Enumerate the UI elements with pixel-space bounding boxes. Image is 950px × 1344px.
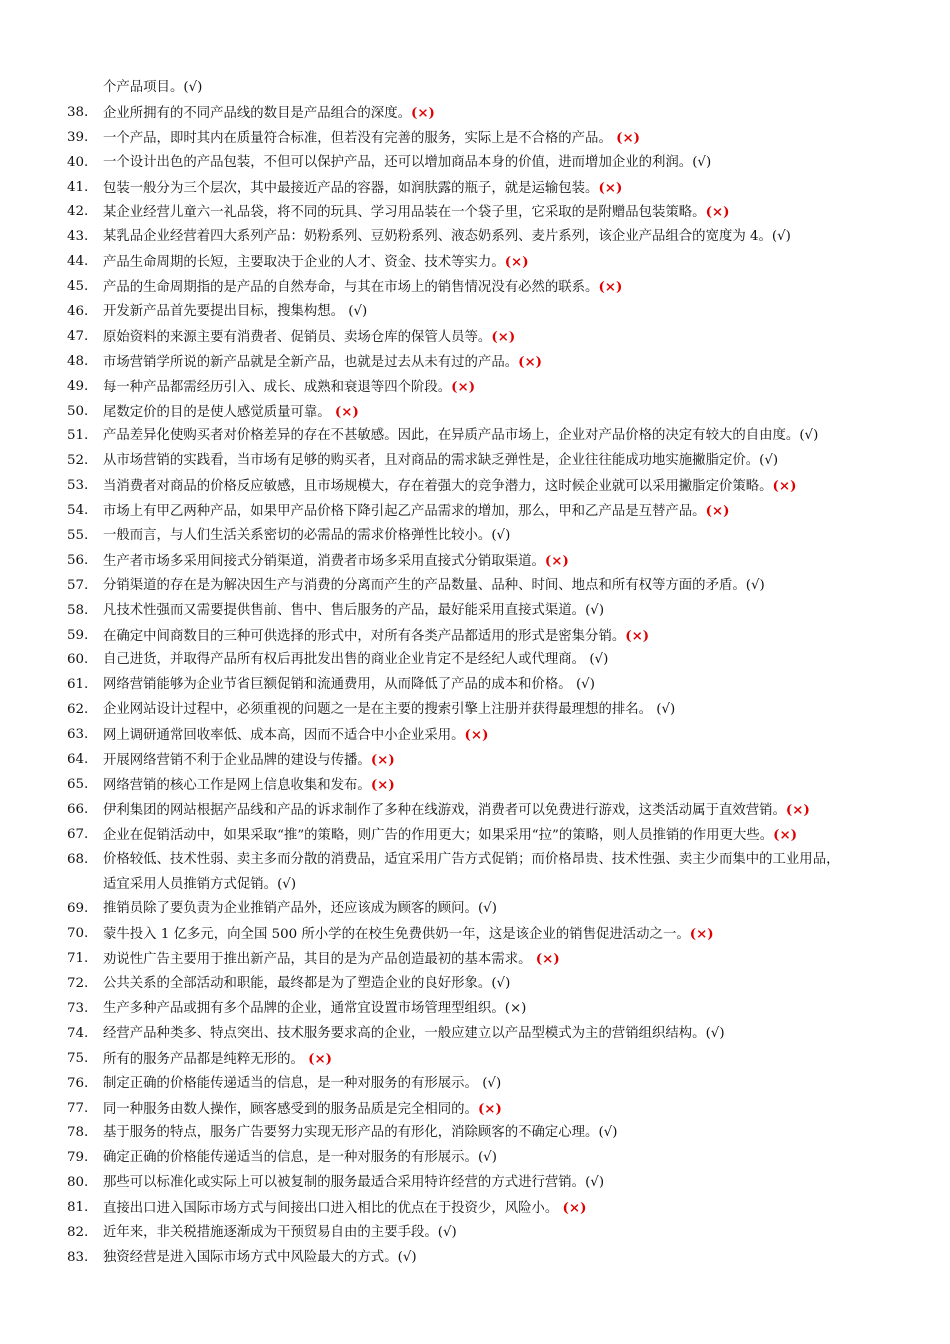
item-number: 41. xyxy=(67,179,89,195)
answer-mark: (√) xyxy=(183,80,203,95)
item-text-wrap xyxy=(103,599,604,624)
answer-mark: (×) xyxy=(535,951,560,968)
item-statement: 所有的服务产品都是纯粹无形的。 xyxy=(103,1051,309,1067)
item-text-wrap xyxy=(103,972,510,997)
item-statement: 企业网站设计过程中，必须重视的问题之一是在主要的搜索引擎上注册并获得最理想的排名。 xyxy=(103,702,657,718)
list-item xyxy=(0,1196,950,1221)
list-item xyxy=(0,350,950,375)
list-item xyxy=(0,400,950,425)
answer-mark: (×) xyxy=(705,204,730,221)
list-item xyxy=(0,375,950,400)
item-text-wrap xyxy=(103,250,529,276)
list-item xyxy=(0,773,950,798)
answer-mark: (×) xyxy=(518,353,543,370)
answer-mark: (√) xyxy=(799,428,819,444)
item-text-wrap xyxy=(103,698,675,723)
item-text-wrap xyxy=(103,225,791,250)
item-number: 51. xyxy=(67,428,89,444)
answer-mark: (√) xyxy=(656,702,676,718)
item-statement: 每一种产品都需经历引入、成长、成熟和衰退等四个阶段。 xyxy=(103,379,452,395)
list-item xyxy=(0,873,950,898)
item-number: 42. xyxy=(67,204,89,220)
list-item xyxy=(0,499,950,524)
answer-mark: (×) xyxy=(334,403,359,420)
item-number: 55. xyxy=(67,528,89,544)
item-number: 71. xyxy=(67,951,89,967)
list-item xyxy=(0,897,950,922)
list-item xyxy=(0,200,950,225)
item-text-wrap xyxy=(103,673,595,698)
item-statement: 劝说性广告主要用于推出新产品，其目的是为产品创造最初的基本需求。 xyxy=(103,952,536,968)
item-number: 46. xyxy=(67,304,89,320)
item-number: 65. xyxy=(67,776,89,792)
item-statement: 生产者市场多采用间接式分销渠道，消费者市场多采用直接式分销取渠道。 xyxy=(103,553,545,569)
item-number: 64. xyxy=(67,752,89,768)
item-statement: 包装一般分为三个层次，其中最接近产品的容器，如润肤露的瓶子，就是运输包装。 xyxy=(103,180,599,196)
item-text-wrap xyxy=(103,300,367,325)
answer-mark: (×) xyxy=(772,478,797,495)
answer-mark: (√) xyxy=(477,901,497,917)
item-text-wrap xyxy=(103,922,714,948)
answer-mark: (×) xyxy=(477,1100,502,1117)
item-number: 43. xyxy=(67,229,89,245)
item-number: 48. xyxy=(67,353,89,369)
list-item xyxy=(0,997,950,1022)
list-item xyxy=(0,300,950,325)
item-number: 50. xyxy=(67,403,89,419)
item-statement: 产品差异化使购买者对价格差异的存在不甚敏感。因此，在异质产品市场上，企业对产品价格的决定有较大的自由度。 xyxy=(103,428,800,444)
list-item xyxy=(0,325,950,350)
answer-mark: (×) xyxy=(370,752,395,769)
item-statement: 网络营销的核心工作是网上信息收集和发布。 xyxy=(103,777,371,793)
answer-mark: (×) xyxy=(451,378,476,395)
list-item xyxy=(0,698,950,723)
item-number: 44. xyxy=(67,254,89,270)
list-item xyxy=(0,151,950,176)
item-text-wrap xyxy=(103,748,395,774)
item-text-wrap xyxy=(103,549,569,575)
list-item xyxy=(0,823,950,848)
item-text-wrap xyxy=(103,449,778,474)
item-number: 63. xyxy=(67,727,89,743)
item-statement: 独资经营是进入国际市场方式中风险最大的方式。 xyxy=(103,1249,398,1265)
item-number: 82. xyxy=(67,1224,89,1240)
item-text-wrap xyxy=(103,1097,502,1123)
item-statement: 市场上有甲乙两种产品，如果甲产品价格下降引起乙产品需求的增加，那么，甲和乙产品是互替产品。 xyxy=(103,504,706,520)
item-number: 38. xyxy=(67,104,89,120)
item-statement: 生产多种产品或拥有多个品牌的企业，通常宜设置市场管理型组织。 xyxy=(103,1000,505,1016)
item-text-wrap xyxy=(103,76,202,101)
answer-mark: (√) xyxy=(437,1224,457,1240)
item-text-wrap xyxy=(103,1072,501,1097)
answer-mark: (×) xyxy=(504,1000,527,1016)
list-item xyxy=(0,1221,950,1246)
item-number: 72. xyxy=(67,976,89,992)
item-statement: 蒙牛投入 1 亿多元，向全国 500 所小学的在校生免费供奶一年，这是该企业的销售促进活动之一。 xyxy=(103,927,690,943)
list-item xyxy=(0,1246,950,1271)
answer-mark: (×) xyxy=(370,776,395,793)
item-number: 40. xyxy=(67,154,89,170)
item-statement: 一个设计出色的产品包装，不但可以保护产品，还可以增加商品本身的价值，进而增加企业的利润。 xyxy=(103,154,693,170)
list-item xyxy=(0,848,950,873)
item-statement: 自己进货，并取得产品所有权后再批发出售的商业企业肯定不是经纪人或代理商。 xyxy=(103,652,590,668)
answer-mark: (×) xyxy=(491,328,516,345)
list-item xyxy=(0,449,950,474)
item-text-wrap xyxy=(103,375,475,401)
item-statement: 经营产品种类多、特点突出、技术服务要求高的企业，一般应建立以产品型模式为主的营销组织结构。 xyxy=(103,1025,706,1041)
item-number: 81. xyxy=(67,1200,89,1216)
item-number: 47. xyxy=(67,328,89,344)
item-text-wrap xyxy=(103,176,622,202)
item-statement: 原始资料的来源主要有消费者、促销员、卖场仓库的保管人员等。 xyxy=(103,329,492,345)
item-text-wrap xyxy=(103,1146,497,1171)
list-item xyxy=(0,1022,950,1047)
item-text-wrap xyxy=(103,823,797,849)
item-number: 69. xyxy=(67,901,89,917)
list-item xyxy=(0,1072,950,1097)
item-number: 54. xyxy=(67,503,89,519)
item-number: 68. xyxy=(67,851,89,867)
answer-mark: (×) xyxy=(625,627,650,644)
list-item xyxy=(0,76,950,101)
item-number: 59. xyxy=(67,627,89,643)
item-text-wrap xyxy=(103,947,560,973)
list-item xyxy=(0,1047,950,1072)
item-statement: 产品生命周期的长短，主要取决于企业的人才、资金、技术等实力。 xyxy=(103,255,505,271)
item-statement: 网络营销能够为企业节省巨额促销和流通费用，从而降低了产品的成本和价格。 xyxy=(103,677,576,693)
answer-mark: (×) xyxy=(562,1200,587,1217)
item-text-wrap xyxy=(103,798,810,824)
item-number: 57. xyxy=(67,577,89,593)
item-text-wrap xyxy=(103,200,729,226)
item-text-wrap xyxy=(103,624,649,650)
item-text-wrap xyxy=(103,648,608,673)
list-item xyxy=(0,1097,950,1122)
answer-mark: (×) xyxy=(598,279,623,296)
item-statement: 适宜采用人员推销方式促销。 xyxy=(103,876,278,892)
list-item xyxy=(0,673,950,698)
list-item xyxy=(0,524,950,549)
item-number: 73. xyxy=(67,1000,89,1016)
item-statement: 某乳品企业经营着四大系列产品：奶粉系列、豆奶粉系列、液态奶系列、麦片系列，该企业产品组合的宽度为 4。 xyxy=(103,229,772,245)
item-statement: 分销渠道的存在是为解决因生产与消费的分离而产生的产品数量、品种、时间、地点和所有权等方面的矛盾。 xyxy=(103,577,746,593)
answer-mark: (×) xyxy=(773,826,798,843)
answer-mark: (×) xyxy=(705,503,730,520)
list-item xyxy=(0,748,950,773)
item-text-wrap xyxy=(103,574,765,599)
item-statement: 一般而言，与人们生活关系密切的必需品的需求价格弹性比较小。 xyxy=(103,528,492,544)
item-text-wrap xyxy=(103,126,640,152)
item-number: 66. xyxy=(67,801,89,817)
answer-mark: (√) xyxy=(491,528,511,544)
answer-mark: (√) xyxy=(348,304,368,320)
list-item xyxy=(0,947,950,972)
answer-mark: (√) xyxy=(771,229,791,245)
item-text-wrap xyxy=(103,524,510,549)
item-text-wrap xyxy=(103,499,729,525)
list-item xyxy=(0,1171,950,1196)
item-number: 61. xyxy=(67,677,89,693)
item-number: 60. xyxy=(67,652,89,668)
item-text-wrap xyxy=(103,723,488,749)
item-number: 58. xyxy=(67,602,89,618)
item-text-wrap xyxy=(103,1047,332,1073)
item-text-wrap xyxy=(103,275,622,301)
answer-mark: (√) xyxy=(705,1025,725,1041)
item-number: 80. xyxy=(67,1175,89,1191)
item-number: 52. xyxy=(67,453,89,469)
answer-mark: (×) xyxy=(464,727,489,744)
item-statement: 企业在促销活动中，如果采取“推”的策略，则广告的作用更大；如果采用“拉”的策略，则人员推销的作用更大些。 xyxy=(103,827,774,843)
item-text-wrap xyxy=(103,325,515,351)
item-text-wrap xyxy=(103,1221,457,1246)
answer-mark: (×) xyxy=(598,179,623,196)
list-item xyxy=(0,972,950,997)
list-item xyxy=(0,624,950,649)
item-number: 78. xyxy=(67,1125,89,1141)
item-statement: 某企业经营儿童六一礼品袋，将不同的玩具、学习用品装在一个袋子里，它采取的是附赠品包装策略。 xyxy=(103,205,706,221)
answer-mark: (√) xyxy=(477,1150,497,1166)
item-number: 70. xyxy=(67,926,89,942)
item-statement: 直接出口进入国际市场方式与间接出口进入相比的优点在于投资少，风险小。 xyxy=(103,1201,563,1217)
answer-mark: (√) xyxy=(585,602,605,618)
item-number: 76. xyxy=(67,1075,89,1091)
item-text-wrap xyxy=(103,1022,725,1047)
item-text-wrap xyxy=(103,848,839,873)
list-item xyxy=(0,101,950,126)
item-text-wrap xyxy=(103,151,711,176)
item-number: 56. xyxy=(67,552,89,568)
item-number: 79. xyxy=(67,1150,89,1166)
answer-mark: (√) xyxy=(598,1125,618,1141)
list-item xyxy=(0,648,950,673)
item-text-wrap xyxy=(103,873,296,898)
item-text-wrap xyxy=(103,101,435,127)
item-number: 67. xyxy=(67,826,89,842)
list-item xyxy=(0,723,950,748)
item-statement: 开发新产品首先要提出目标，搜集构想。 xyxy=(103,304,349,320)
item-statement: 产品的生命周期指的是产品的自然寿命，与其在市场上的销售情况没有必然的联系。 xyxy=(103,280,599,296)
item-statement: 制定正确的价格能传递适当的信息，是一种对服务的有形展示。 xyxy=(103,1075,483,1091)
item-statement: 市场营销学所说的新产品就是全新产品，也就是过去从未有过的产品。 xyxy=(103,354,519,370)
item-text-wrap xyxy=(103,773,395,799)
answer-mark: (√) xyxy=(277,876,297,892)
item-number: 77. xyxy=(67,1100,89,1116)
list-item xyxy=(0,275,950,300)
answer-mark: (√) xyxy=(589,652,609,668)
answer-mark: (√) xyxy=(397,1249,417,1265)
answer-mark: (√) xyxy=(692,154,712,170)
item-statement: 开展网络营销不利于企业品牌的建设与传播。 xyxy=(103,753,371,769)
item-statement: 从市场营销的实践看，当市场有足够的购买者，且对商品的需求缺乏弹性是，企业往往能成功地实施撇脂定价。 xyxy=(103,453,760,469)
item-statement: 一个产品，即时其内在质量符合标准，但若没有完善的服务，实际上是不合格的产品。 xyxy=(103,130,617,146)
list-item xyxy=(0,126,950,151)
item-number: 49. xyxy=(67,378,89,394)
item-statement: 公共关系的全部活动和职能，最终都是为了塑造企业的良好形象。 xyxy=(103,976,492,992)
item-number: 45. xyxy=(67,279,89,295)
item-statement: 推销员除了要负责为企业推销产品外，还应该成为顾客的顾问。 xyxy=(103,901,478,917)
item-text-wrap xyxy=(103,1196,586,1222)
item-statement: 当消费者对商品的价格反应敏感，且市场规模大，存在着强大的竞争潜力，这时候企业就可以采用撇脂定价策略。 xyxy=(103,479,773,495)
item-number: 62. xyxy=(67,702,89,718)
list-item xyxy=(0,922,950,947)
item-number: 83. xyxy=(67,1249,89,1265)
list-item xyxy=(0,574,950,599)
list-item xyxy=(0,176,950,201)
item-statement: 那些可以标准化或实际上可以被复制的服务最适合采用特许经营的方式进行营销。 xyxy=(103,1175,586,1191)
item-number: 39. xyxy=(67,129,89,145)
list-item xyxy=(0,599,950,624)
list-item xyxy=(0,1146,950,1171)
list-item xyxy=(0,1121,950,1146)
item-text-wrap xyxy=(103,424,818,449)
item-number: 75. xyxy=(67,1050,89,1066)
list-item xyxy=(0,549,950,574)
list-item xyxy=(0,474,950,499)
item-statement: 确定正确的价格能传递适当的信息，是一种对服务的有形展示。 xyxy=(103,1150,478,1166)
item-number: 74. xyxy=(67,1025,89,1041)
item-text-wrap xyxy=(103,897,497,922)
answer-mark: (×) xyxy=(544,552,569,569)
answer-mark: (×) xyxy=(504,254,529,271)
item-statement: 企业所拥有的不同产品线的数目是产品组合的深度。 xyxy=(103,105,411,121)
answer-mark: (√) xyxy=(482,1075,502,1091)
answer-mark: (√) xyxy=(585,1175,605,1191)
answer-mark: (√) xyxy=(491,976,511,992)
list-item xyxy=(0,424,950,449)
answer-mark: (×) xyxy=(616,129,641,146)
list-item xyxy=(0,225,950,250)
answer-mark: (×) xyxy=(308,1050,333,1067)
item-text-wrap xyxy=(103,400,359,426)
item-statement: 在确定中间商数目的三种可供选择的形式中，对所有各类产品都适用的形式是密集分销。 xyxy=(103,628,626,644)
item-statement: 凡技术性强而又需要提供售前、售中、售后服务的产品，最好能采用直接式渠道。 xyxy=(103,602,586,618)
item-text-wrap xyxy=(103,474,796,500)
answer-mark: (√) xyxy=(759,453,779,469)
document-page xyxy=(0,76,950,1271)
item-text-wrap xyxy=(103,997,526,1022)
item-statement: 网上调研通常回收率低、成本高，因而不适合中小企业采用。 xyxy=(103,728,465,744)
item-text-wrap xyxy=(103,1121,617,1146)
answer-mark: (×) xyxy=(785,801,810,818)
item-statement: 同一种服务由数人操作，顾客感受到的服务品质是完全相同的。 xyxy=(103,1101,478,1117)
answer-mark: (√) xyxy=(745,577,765,593)
item-text-wrap xyxy=(103,350,542,376)
item-statement: 尾数定价的目的是使人感觉质量可靠。 xyxy=(103,404,335,420)
answer-mark: (×) xyxy=(410,104,435,121)
list-item xyxy=(0,250,950,275)
list-item xyxy=(0,798,950,823)
item-statement: 个产品项目。 xyxy=(103,80,184,95)
item-number: 53. xyxy=(67,478,89,494)
answer-mark: (√) xyxy=(575,677,595,693)
item-statement: 近年来，非关税措施逐渐成为干预贸易自由的主要手段。 xyxy=(103,1224,438,1240)
item-text-wrap xyxy=(103,1171,604,1196)
item-text-wrap xyxy=(103,1246,417,1271)
item-statement: 基于服务的特点，服务广告要努力实现无形产品的有形化，消除顾客的不确定心理。 xyxy=(103,1125,599,1141)
answer-mark: (×) xyxy=(689,926,714,943)
item-statement: 价格较低、技术性弱、卖主多而分散的消费品，适宜采用广告方式促销；而价格昂贵、技术性强、卖主少而集中的工业用品， xyxy=(103,851,840,867)
item-statement: 伊利集团的网站根据产品线和产品的诉求制作了多种在线游戏，消费者可以免费进行游戏，这类活动属于直效营销。 xyxy=(103,802,786,818)
